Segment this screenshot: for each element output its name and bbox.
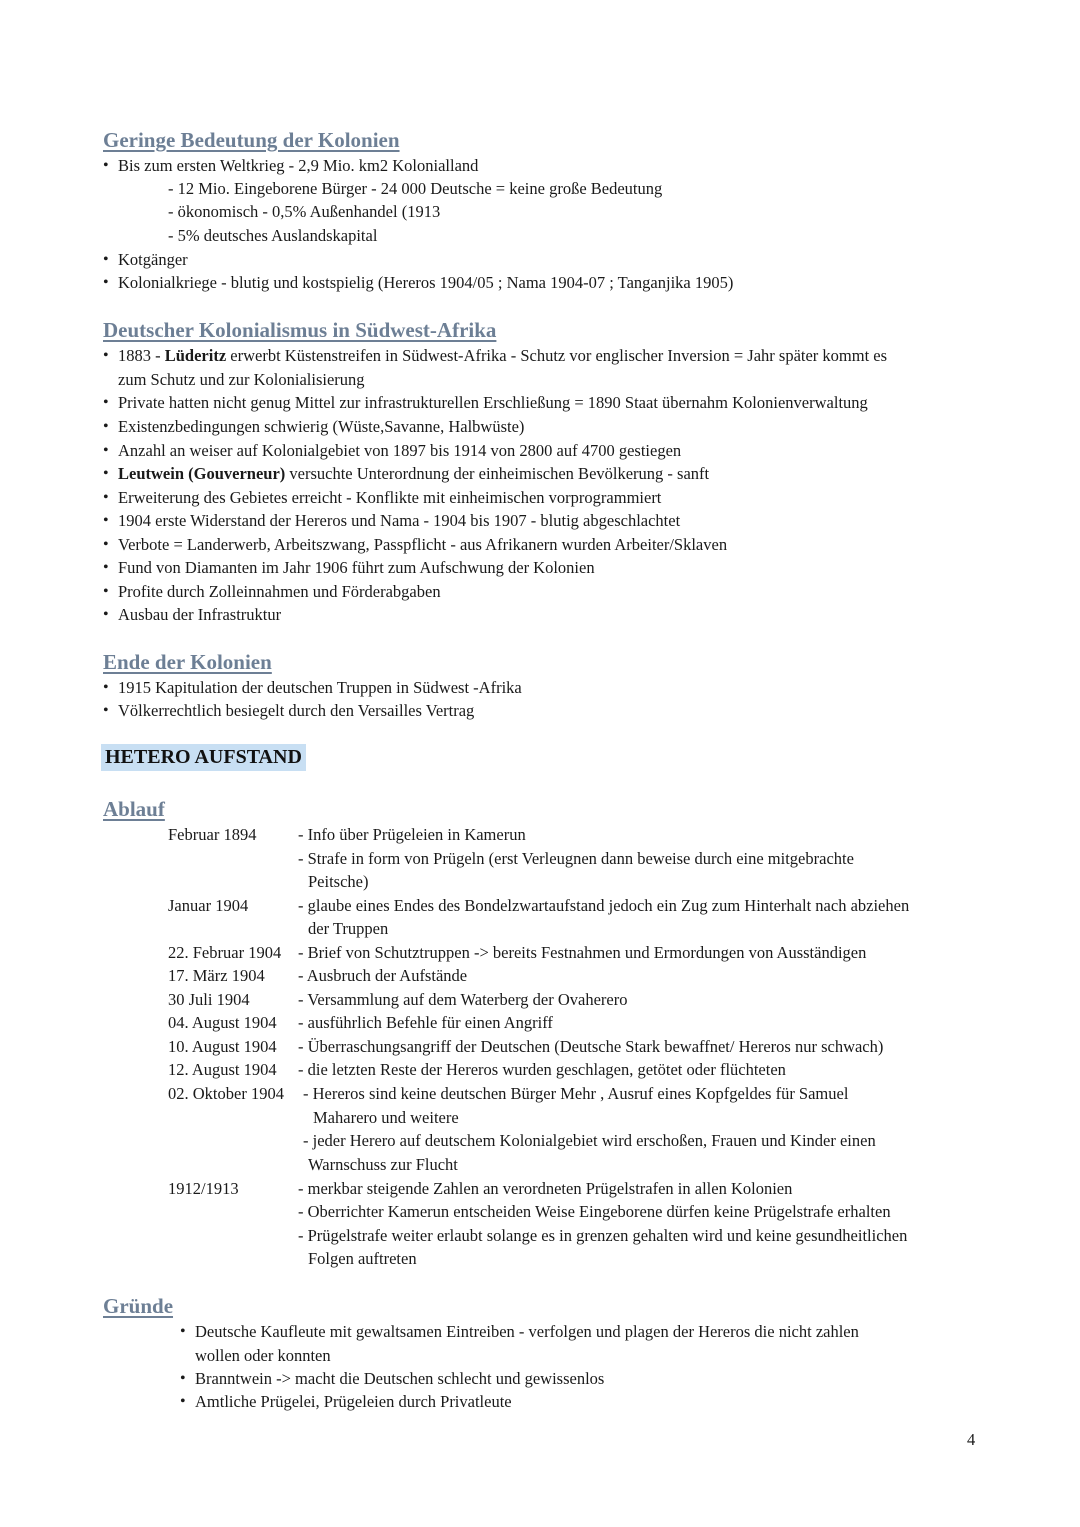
timeline-text: - Überraschungsangriff der Deutschen (Deutsche Stark bewaffnet/ Hereros nur schwach) xyxy=(298,1037,884,1056)
heading-ende-der-kolonien: Ende der Kolonien xyxy=(103,650,272,674)
timeline-text: - glaube eines Endes des Bondelzwartaufstand jedoch ein Zug zum Hinterhalt nach abziehen xyxy=(298,896,910,915)
timeline-date: Februar 1894 xyxy=(168,825,257,844)
bullet-icon: • xyxy=(103,465,109,482)
timeline-text: - Oberrichter Kamerun entscheiden Weise Eingeborene dürfen keine Prügelstrafe erhalten xyxy=(298,1202,891,1221)
timeline-date: 30 Juli 1904 xyxy=(168,990,250,1009)
sub-item: - 5% deutsches Auslandskapital xyxy=(168,226,378,245)
timeline-date: Januar 1904 xyxy=(168,896,249,915)
timeline-date: 17. März 1904 xyxy=(168,966,265,985)
list-item-continuation: zum Schutz und zur Kolonialisierung xyxy=(118,370,365,389)
heading-ablauf: Ablauf xyxy=(103,797,165,821)
list-item: Deutsche Kaufleute mit gewaltsamen Eintreiben - verfolgen und plagen der Hereros die nicht zahlen xyxy=(195,1322,859,1341)
bullet-icon: • xyxy=(103,583,109,600)
list-item-continuation: wollen oder konnten xyxy=(195,1346,331,1365)
bullet-icon: • xyxy=(103,251,109,268)
bullet-icon: • xyxy=(103,418,109,435)
bullet-icon: • xyxy=(103,347,109,364)
list-item: 1904 erste Widerstand der Hereros und Nama - 1904 bis 1907 - blutig abgeschlachtet xyxy=(118,511,681,530)
timeline-date: 22. Februar 1904 xyxy=(168,943,282,962)
timeline-text: Warnschuss zur Flucht xyxy=(308,1155,458,1174)
timeline-date: 04. August 1904 xyxy=(168,1013,277,1032)
bullet-icon: • xyxy=(103,702,109,719)
list-item: Erweiterung des Gebietes erreicht - Konflikte mit einheimischen vorprogrammiert xyxy=(118,488,662,507)
bullet-icon: • xyxy=(103,679,109,696)
page-number: 4 xyxy=(967,1430,976,1449)
bullet-icon: • xyxy=(103,442,109,459)
bullet-icon: • xyxy=(180,1323,186,1340)
timeline-text: Peitsche) xyxy=(308,872,369,891)
timeline-text: - Info über Prügeleien in Kamerun xyxy=(298,825,526,844)
list-item: Ausbau der Infrastruktur xyxy=(118,605,282,624)
timeline-text: - jeder Herero auf deutschem Kolonialgebiet wird erschoßen, Frauen und Kinder einen xyxy=(303,1131,876,1150)
timeline-text: - Versammlung auf dem Waterberg der Ovaherero xyxy=(298,990,628,1009)
timeline-text: - merkbar steigende Zahlen an verordneten Prügelstrafen in allen Kolonien xyxy=(298,1179,793,1198)
timeline-date: 10. August 1904 xyxy=(168,1037,277,1056)
list-item: Kolonialkriege - blutig und kostspielig (Hereros 1904/05 ; Nama 1904-07 ; Tanganjika 1905) xyxy=(118,273,734,292)
list-item: 1883 - Lüderitz erwerbt Küstenstreifen in Südwest-Afrika - Schutz vor englischer Inversion = Jahr später kommt es xyxy=(118,346,888,365)
section-title-highlight: HETERO AUFSTAND xyxy=(101,744,306,771)
bullet-icon: • xyxy=(103,394,109,411)
timeline-text: der Truppen xyxy=(308,919,389,938)
heading-geringe-bedeutung: Geringe Bedeutung der Kolonien xyxy=(103,128,400,152)
list-item: Leutwein (Gouverneur) versuchte Unterordnung der einheimischen Bevölkerung - sanft xyxy=(118,464,710,483)
timeline-text: Folgen auftreten xyxy=(308,1249,417,1268)
timeline-text: - die letzten Reste der Hereros wurden geschlagen, getötet oder flüchteten xyxy=(298,1060,786,1079)
bullet-icon: • xyxy=(180,1370,186,1387)
list-item: Bis zum ersten Weltkrieg - 2,9 Mio. km2 Kolonialland xyxy=(118,156,479,175)
bullet-icon: • xyxy=(103,536,109,553)
list-item: Existenzbedingungen schwierig (Wüste,Savanne, Halbwüste) xyxy=(118,417,525,436)
timeline-text: - Strafe in form von Prügeln (erst Verleugnen dann beweise durch eine mitgebrachte xyxy=(298,849,854,868)
list-item: Amtliche Prügelei, Prügeleien durch Privatleute xyxy=(195,1392,512,1411)
timeline-text: - ausführlich Befehle für einen Angriff xyxy=(298,1013,553,1032)
list-item: Anzahl an weiser auf Kolonialgebiet von 1897 bis 1914 von 2800 auf 4700 gestiegen xyxy=(118,441,682,460)
list-item: Private hatten nicht genug Mittel zur infrastrukturellen Erschließung = 1890 Staat übernahm Kolonienverwaltung xyxy=(118,393,868,412)
bullet-icon: • xyxy=(103,274,109,291)
timeline-text: - Ausbruch der Aufstände xyxy=(298,966,468,985)
list-item: Kotgänger xyxy=(118,250,188,269)
timeline-text: - Prügelstrafe weiter erlaubt solange es in grenzen gehalten wird und keine gesundheitlichen xyxy=(298,1226,908,1245)
heading-gruende: Gründe xyxy=(103,1294,174,1318)
list-item: Fund von Diamanten im Jahr 1906 führt zum Aufschwung der Kolonien xyxy=(118,558,595,577)
timeline-date: 02. Oktober 1904 xyxy=(168,1084,284,1103)
bullet-icon: • xyxy=(180,1393,186,1410)
heading-suedwest-afrika: Deutscher Kolonialismus in Südwest-Afrika xyxy=(103,318,497,342)
sub-item: - ökonomisch - 0,5% Außenhandel (1913 xyxy=(168,202,441,221)
bullet-icon: • xyxy=(103,512,109,529)
list-item: Völkerrechtlich besiegelt durch den Versailles Vertrag xyxy=(118,701,475,720)
list-item: 1915 Kapitulation der deutschen Truppen in Südwest -Afrika xyxy=(118,678,522,697)
timeline-date: 1912/1913 xyxy=(168,1179,239,1198)
list-item: Profite durch Zolleinnahmen und Förderabgaben xyxy=(118,582,441,601)
list-item: Verbote = Landerwerb, Arbeitszwang, Passpflicht - aus Afrikanern wurden Arbeiter/Sklaven xyxy=(118,535,728,554)
sub-item: - 12 Mio. Eingeborene Bürger - 24 000 Deutsche = keine große Bedeutung xyxy=(168,179,663,198)
timeline-text: - Hereros sind keine deutschen Bürger Mehr , Ausruf eines Kopfgeldes für Samuel xyxy=(303,1084,849,1103)
bullet-icon: • xyxy=(103,606,109,623)
bullet-icon: • xyxy=(103,157,109,174)
timeline-date: 12. August 1904 xyxy=(168,1060,277,1079)
timeline-text: Maharero und weitere xyxy=(313,1108,459,1127)
bullet-icon: • xyxy=(103,489,109,506)
bullet-icon: • xyxy=(103,559,109,576)
list-item: Branntwein -> macht die Deutschen schlecht und gewissenlos xyxy=(195,1369,605,1388)
timeline-text: - Brief von Schutztruppen -> bereits Festnahmen und Ermordungen von Ausständigen xyxy=(298,943,867,962)
